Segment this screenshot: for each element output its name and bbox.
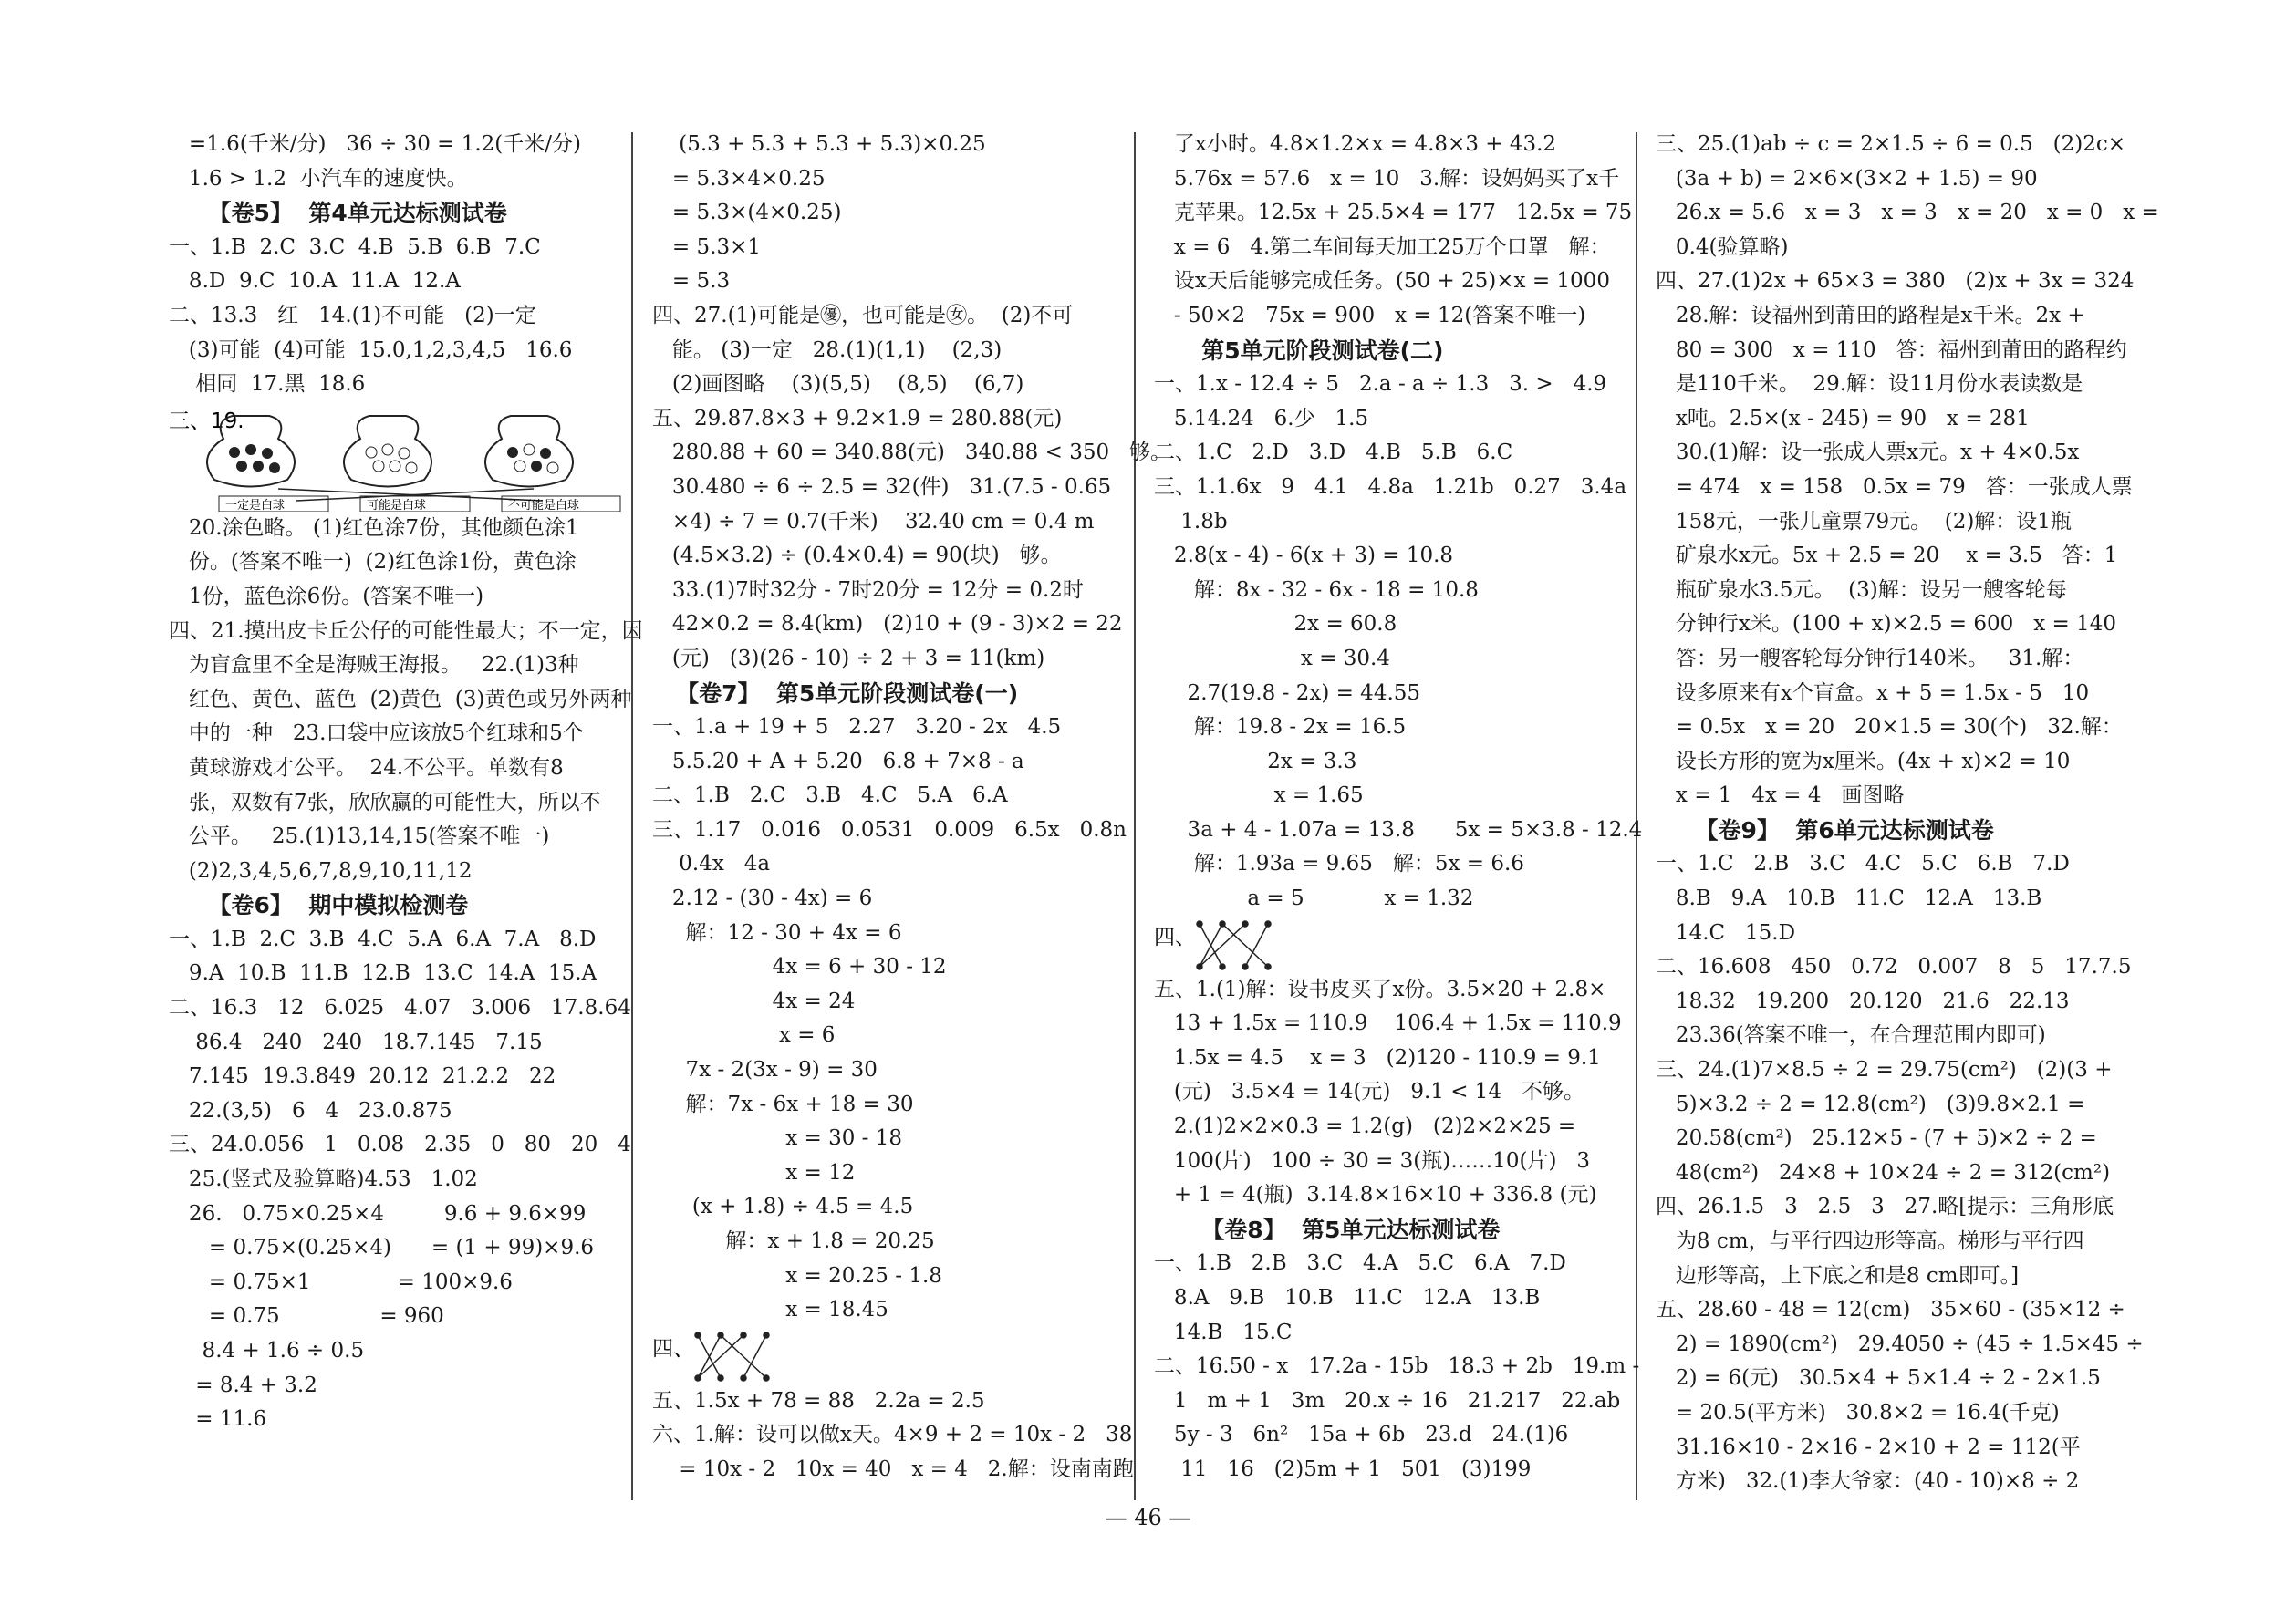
answer-line: 8.D 9.C 10.A 11.A 12.A <box>169 269 461 294</box>
answer-line: = 5.3 <box>652 269 731 294</box>
bag-label-2: 可能是白球 <box>367 498 427 512</box>
answer-line: (元) (3)(26 - 10) ÷ 2 + 3 = 11(km) <box>652 646 1045 670</box>
answer-line: 解：x + 1.8 = 20.25 <box>652 1229 935 1253</box>
answer-line: 7.145 19.3.849 20.12 21.2.2 22 <box>169 1064 556 1089</box>
answer-line: 分钟行x米。(100 + x)×2.5 = 600 x = 140 <box>1656 612 2116 637</box>
bag-1 <box>207 416 295 487</box>
answer-line: 相同 17.黑 18.6 <box>169 372 366 397</box>
match1-figure <box>652 1328 1127 1384</box>
answer-line: x = 6 4.第二车间每天加工25万个口罩 解： <box>1154 234 1611 259</box>
q4-label: 四、 <box>652 1336 694 1361</box>
answer-line: 7x - 2(3x - 9) = 30 <box>652 1058 878 1083</box>
answer-line: 5.76x = 57.6 x = 10 3.解：设妈妈买了x千 <box>1154 166 1620 191</box>
answer-line: (4.5×3.2) ÷ (0.4×0.4) = 90(块) 够。 <box>652 544 1062 568</box>
answer-line: = 10x - 2 10x = 40 x = 4 2.解：设南南跑 <box>652 1456 1134 1481</box>
answer-line: 11 16 (2)5m + 1 501 (3)199 <box>1154 1456 1532 1481</box>
answer-line: 22.(3,5) 6 4 23.0.875 <box>169 1098 452 1123</box>
answer-line: 8.4 + 1.6 ÷ 0.5 <box>169 1339 365 1363</box>
answer-line: 二、16.3 12 6.025 4.07 3.006 17.8.64 <box>169 996 631 1021</box>
bag-2 <box>344 416 431 487</box>
answer-line: 二、13.3 红 14.(1)不可能 (2)一定 <box>169 303 536 327</box>
answer-line: 三、1.1.6x 9 4.1 4.8a 1.21b 0.27 3.4a <box>1154 474 1627 499</box>
answer-line: 了x小时。4.8×1.2×x = 4.8×3 + 43.2 <box>1154 132 1557 156</box>
answer-line: x = 30.4 <box>1154 646 1390 670</box>
answer-line: 二、16.50 - x 17.2a - 15b 18.3 + 2b 19.m - <box>1154 1354 1640 1379</box>
bag-3 <box>485 416 573 487</box>
answer-line: 14.C 15.D <box>1656 920 1796 945</box>
answer-line: 2.7(19.8 - 2x) = 44.55 <box>1154 680 1421 705</box>
answer-line: 一、1.a + 19 + 5 2.27 3.20 - 2x 4.5 <box>652 715 1062 740</box>
answer-line: 解：12 - 30 + 4x = 6 <box>652 920 902 945</box>
answer-line: = 0.75×(0.25×4) = (1 + 99)×9.6 <box>169 1236 595 1260</box>
answer-line: ×4) ÷ 7 = 0.7(千米) 32.40 cm = 0.4 m <box>652 509 1095 534</box>
answer-line: 公平。 25.(1)13,14,15(答案不唯一) <box>169 824 550 849</box>
answer-line: x = 30 - 18 <box>652 1126 903 1151</box>
answer-line: 3a + 4 - 1.07a = 13.8 5x = 5×3.8 - 12.4 <box>1154 817 1643 842</box>
answer-line: 克苹果。12.5x + 25.5×4 = 177 12.5x = 75 <box>1154 201 1633 225</box>
answer-line: 8.B 9.A 10.B 11.C 12.A 13.B <box>1656 886 2042 911</box>
answer-line: 2.12 - (30 - 4x) = 6 <box>652 886 873 911</box>
answer-line: 四、27.(1)2x + 65×3 = 380 (2)x + 3x = 324 <box>1656 269 2135 294</box>
answer-line: 五、29.87.8×3 + 9.2×1.9 = 280.88(元) <box>652 406 1063 430</box>
answer-line: 四、27.(1)可能是㊝，也可能是㊛。 (2)不可 <box>652 303 1074 327</box>
answer-line: 1 m + 1 3m 20.x ÷ 16 21.217 22.ab <box>1154 1388 1621 1413</box>
answer-line: = 11.6 <box>169 1407 267 1432</box>
answer-line: (x + 1.8) ÷ 4.5 = 4.5 <box>652 1195 914 1219</box>
answer-line: 份。(答案不唯一) (2)红色涂1份，黄色涂 <box>169 550 577 575</box>
answer-line: 三、24.0.056 1 0.08 2.35 0 80 20 4 <box>169 1133 631 1157</box>
section-heading: 【卷6】 期中模拟检测卷 <box>169 892 469 919</box>
answer-column-4 <box>1656 128 2159 1499</box>
answer-line: 红色、黄色、蓝色 (2)黄色 (3)黄色或另外两种 <box>169 687 632 711</box>
answer-line: 2.8(x - 4) - 6(x + 3) = 10.8 <box>1154 544 1454 568</box>
answer-line: 28.解：设福州到莆田的路程是x千米。2x + <box>1656 303 2085 327</box>
answer-line: = 0.75×1 = 100×9.6 <box>169 1270 513 1294</box>
answer-column-2 <box>652 128 1172 1487</box>
bag-label-1: 一定是白球 <box>225 498 286 512</box>
answer-line: (3a + b) = 2×6×(3×2 + 1.5) = 90 <box>1656 166 2038 191</box>
answer-line: 二、16.608 450 0.72 0.007 8 5 17.7.5 <box>1656 955 2132 980</box>
answer-line: 设多原来有x个盲盒。x + 5 = 1.5x - 5 10 <box>1656 680 2090 705</box>
answer-line: 2x = 3.3 <box>1154 749 1357 773</box>
answer-line: 2x = 60.8 <box>1154 612 1397 637</box>
answer-line: 280.88 + 60 = 340.88(元) 340.88 < 350 够。 <box>652 441 1172 465</box>
answer-line: 方米) 32.(1)李大爷家：(40 - 10)×8 ÷ 2 <box>1656 1469 2080 1494</box>
answer-line: x = 6 <box>652 1023 836 1048</box>
answer-line: 30.480 ÷ 6 ÷ 2.5 = 32(件) 31.(7.5 - 0.65 <box>652 474 1112 499</box>
answer-line: 是110千米。 29.解：设11月份水表读数是 <box>1656 372 2083 397</box>
answer-line: = 0.5x x = 20 20×1.5 = 30(个) 32.解： <box>1656 715 2123 740</box>
section-heading: 【卷8】 第5单元达标测试卷 <box>1154 1216 1501 1243</box>
answer-line: = 8.4 + 3.2 <box>169 1373 317 1397</box>
answer-line: 2.(1)2×2×0.3 = 1.2(g) (2)2×2×25 = <box>1154 1114 1576 1139</box>
answer-line: 48(cm²) 24×8 + 10×24 ÷ 2 = 312(cm²) <box>1656 1160 2111 1185</box>
answer-line: 23.36(答案不唯一，在合理范围内即可) <box>1656 1023 2046 1048</box>
answer-line: 六、1.解：设可以做x天。4×9 + 2 = 10x - 2 38 <box>652 1423 1133 1447</box>
match2-figure <box>1154 917 1628 973</box>
answer-column-3 <box>1154 128 1643 1487</box>
answer-line: x = 18.45 <box>652 1298 888 1322</box>
answer-line: x = 12 <box>652 1160 856 1185</box>
answer-line: 二、1.C 2.D 3.D 4.B 5.B 6.C <box>1154 441 1513 465</box>
answer-line: = 20.5(平方米) 30.8×2 = 16.4(千克) <box>1656 1400 2060 1425</box>
answer-line: 黄球游戏才公平。 24.不公平。单数有8 <box>169 755 564 780</box>
answer-line: 4x = 6 + 30 - 12 <box>652 955 947 980</box>
answer-line: 五、28.60 - 48 = 12(cm) 35×60 - (35×12 ÷ <box>1656 1298 2125 1322</box>
answer-line: 1.5x = 4.5 x = 3 (2)120 - 110.9 = 9.1 <box>1154 1045 1601 1070</box>
answer-line: 解：8x - 32 - 6x - 18 = 10.8 <box>1154 577 1479 602</box>
answer-line: 20.涂色略。 (1)红色涂7份，其他颜色涂1 <box>169 515 579 540</box>
q4-label: 四、 <box>1154 925 1196 949</box>
section-heading: 第5单元阶段测试卷(二) <box>1154 337 1444 364</box>
answer-line: 5)×3.2 ÷ 2 = 12.8(cm²) (3)9.8×2.1 = <box>1656 1092 2085 1116</box>
answer-line: 张，双数有7张，欣欣赢的可能性大，所以不 <box>169 790 601 814</box>
answer-line: 设长方形的宽为x厘米。(4x + x)×2 = 10 <box>1656 749 2071 773</box>
answer-line: = 5.3×1 <box>652 234 761 259</box>
answer-line: a = 5 x = 1.32 <box>1154 886 1474 911</box>
answer-line: 30.(1)解：设一张成人票x元。x + 4×0.5x <box>1656 441 2080 465</box>
figure-bags <box>169 402 643 512</box>
column-divider-3 <box>1636 132 1637 1500</box>
answer-line: 9.A 10.B 11.B 12.B 13.C 14.A 15.A <box>169 961 597 986</box>
figure-matching <box>652 1328 1127 1384</box>
answer-line: 一、1.B 2.C 3.C 4.B 5.B 6.B 7.C <box>169 234 541 259</box>
answer-line: 80 = 300 x = 110 答：福州到莆田的路程约 <box>1656 337 2127 362</box>
section-heading: 【卷7】 第5单元阶段测试卷(一) <box>652 679 1019 707</box>
answer-line: = 0.75 = 960 <box>169 1304 444 1329</box>
answer-line: 为盲盒里不全是海贼王海报。 22.(1)3种 <box>169 653 579 678</box>
answer-line: 5.14.24 6.少 1.5 <box>1154 406 1369 430</box>
answer-line: 100(片) 100 ÷ 30 = 3(瓶)……10(片) 3 <box>1154 1148 1591 1173</box>
answer-line: = 5.3×(4×0.25) <box>652 201 842 225</box>
answer-line: 一、1.C 2.B 3.C 4.C 5.C 6.B 7.D <box>1656 852 2070 876</box>
answer-line: 三、25.(1)ab ÷ c = 2×1.5 ÷ 6 = 0.5 (2)2c× <box>1656 132 2126 156</box>
q19-bags-figure <box>169 402 643 512</box>
answer-line: x吨。2.5×(x - 245) = 90 x = 281 <box>1656 406 2030 430</box>
answer-line: 0.4x 4a <box>652 852 771 876</box>
answer-line: 5y - 3 6n² 15a + 6b 23.d 24.(1)6 <box>1154 1423 1569 1447</box>
section-heading: 【卷9】 第6单元达标测试卷 <box>1656 816 1994 844</box>
answer-line: (2)2,3,4,5,6,7,8,9,10,11,12 <box>169 858 473 883</box>
answer-line: 中的一种 23.口袋中应该放5个红球和5个 <box>169 721 584 746</box>
answer-line: 26.x = 5.6 x = 3 x = 3 x = 20 x = 0 x = <box>1656 201 2159 225</box>
answer-line: 一、1.x - 12.4 ÷ 5 2.a - a ÷ 1.3 3. > 4.9 <box>1154 372 1607 397</box>
column-divider-2 <box>1134 132 1136 1500</box>
answer-line: 四、21.摸出皮卡丘公仔的可能性最大；不一定，因 <box>169 618 643 643</box>
answer-line: = 5.3×4×0.25 <box>652 166 826 191</box>
answer-line: 13 + 1.5x = 110.9 106.4 + 1.5x = 110.9 <box>1154 1011 1622 1036</box>
answer-line: x = 20.25 - 1.8 <box>652 1263 942 1288</box>
answer-line: 5.5.20 + A + 5.20 6.8 + 7×8 - a <box>652 749 1024 773</box>
answer-line: 解：1.93a = 9.65 解：5x = 6.6 <box>1154 852 1524 876</box>
answer-line: 二、1.B 2.C 3.B 4.C 5.A 6.A <box>652 783 1008 808</box>
answer-line: x = 1.65 <box>1154 783 1364 808</box>
answer-line: 1.6 > 1.2 小汽车的速度快。 <box>169 166 468 191</box>
answer-line: 33.(1)7时32分 - 7时20分 = 12分 = 0.2时 <box>652 577 1084 602</box>
answer-line: 4x = 24 <box>652 989 856 1013</box>
answer-line: - 50×2 75x = 900 x = 12(答案不唯一) <box>1154 303 1586 327</box>
answer-line: + 1 = 4(瓶) 3.14.8×16×10 + 336.8 (元) <box>1154 1183 1597 1208</box>
answer-line: 三、24.(1)7×8.5 ÷ 2 = 29.75(cm²) (2)(3 + <box>1656 1058 2113 1083</box>
answer-line: 解：19.8 - 2x = 16.5 <box>1154 715 1407 740</box>
section-heading: 【卷5】 第4单元达标测试卷 <box>169 200 507 227</box>
answer-line: 2) = 1890(cm²) 29.4050 ÷ (45 ÷ 1.5×45 ÷ <box>1656 1332 2144 1356</box>
answer-line: 瓶矿泉水3.5元。 (3)解：设另一艘客轮每 <box>1656 577 2067 602</box>
answer-line: 五、1.5x + 78 = 88 2.2a = 2.5 <box>652 1388 985 1413</box>
answer-line: 矿泉水x元。5x + 2.5 = 20 x = 3.5 答：1 <box>1656 544 2118 568</box>
figure-matching <box>1154 917 1628 973</box>
page-number: — 46 — <box>1105 1505 1191 1530</box>
answer-line: 18.32 19.200 20.120 21.6 22.13 <box>1656 989 2070 1013</box>
answer-line: 五、1.(1)解：设书皮买了x份。3.5×20 + 2.8× <box>1154 977 1606 1001</box>
answer-line: 31.16×10 - 2×16 - 2×10 + 2 = 112(平 <box>1656 1435 2081 1459</box>
answer-line: =1.6(千米/分) 36 ÷ 30 = 1.2(千米/分) <box>169 132 582 156</box>
answer-line: 2) = 6(元) 30.5×4 + 5×1.4 ÷ 2 - 2×1.5 <box>1656 1366 2101 1391</box>
answer-line: 边形等高，上下底之和是8 cm即可。] <box>1656 1263 2020 1288</box>
answer-line: 为8 cm，与平行四边形等高。梯形与平行四 <box>1656 1229 2084 1253</box>
answer-line: 14.B 15.C <box>1154 1320 1293 1344</box>
answer-line: 设x天后能够完成任务。(50 + 25)×x = 1000 <box>1154 269 1610 294</box>
answer-line: 一、1.B 2.B 3.C 4.A 5.C 6.A 7.D <box>1154 1251 1566 1276</box>
answer-line: 能。 (3)一定 28.(1)(1,1) (2,3) <box>652 337 1003 362</box>
bag-label-3: 不可能是白球 <box>508 498 580 512</box>
answer-line: (元) 3.5×4 = 14(元) 9.1 < 14 不够。 <box>1154 1080 1585 1104</box>
answer-line: 0.4(验算略) <box>1656 234 1789 259</box>
answer-line: 86.4 240 240 18.7.145 7.15 <box>169 1030 543 1054</box>
answer-line: 158元，一张儿童票79元。 (2)解：设1瓶 <box>1656 509 2072 534</box>
answer-line: (3)可能 (4)可能 15.0,1,2,3,4,5 16.6 <box>169 337 573 362</box>
answer-line: (5.3 + 5.3 + 5.3 + 5.3)×0.25 <box>652 132 986 156</box>
answer-line: 三、1.17 0.016 0.0531 0.009 6.5x 0.8n <box>652 817 1127 842</box>
answer-line: 1份，蓝色涂6份。(答案不唯一) <box>169 584 484 608</box>
answer-line: 20.58(cm²) 25.12×5 - (7 + 5)×2 ÷ 2 = <box>1656 1126 2097 1151</box>
q19-label: 三、19. <box>169 409 244 433</box>
answer-line: x = 1 4x = 4 画图略 <box>1656 783 1905 808</box>
answer-line: (2)画图略 (3)(5,5) (8,5) (6,7) <box>652 372 1024 397</box>
answer-line: 26. 0.75×0.25×4 9.6 + 9.6×99 <box>169 1201 587 1226</box>
answer-line: 一、1.B 2.C 3.B 4.C 5.A 6.A 7.A 8.D <box>169 927 597 951</box>
answer-line: 8.A 9.B 10.B 11.C 12.A 13.B <box>1154 1286 1541 1310</box>
answer-line: = 474 x = 158 0.5x = 79 答：一张成人票 <box>1656 474 2133 499</box>
answer-line: 答：另一艘客轮每分钟行140米。 31.解： <box>1656 646 2084 670</box>
answer-line: 四、26.1.5 3 2.5 3 27.略[提示：三角形底 <box>1656 1195 2114 1219</box>
answer-line: 1.8b <box>1154 509 1228 534</box>
answer-line: 42×0.2 = 8.4(km) (2)10 + (9 - 3)×2 = 22 <box>652 612 1123 637</box>
answer-line: 25.(竖式及验算略)4.53 1.02 <box>169 1167 478 1192</box>
answer-column-1 <box>169 128 643 1437</box>
answer-line: 解：7x - 6x + 18 = 30 <box>652 1092 914 1116</box>
